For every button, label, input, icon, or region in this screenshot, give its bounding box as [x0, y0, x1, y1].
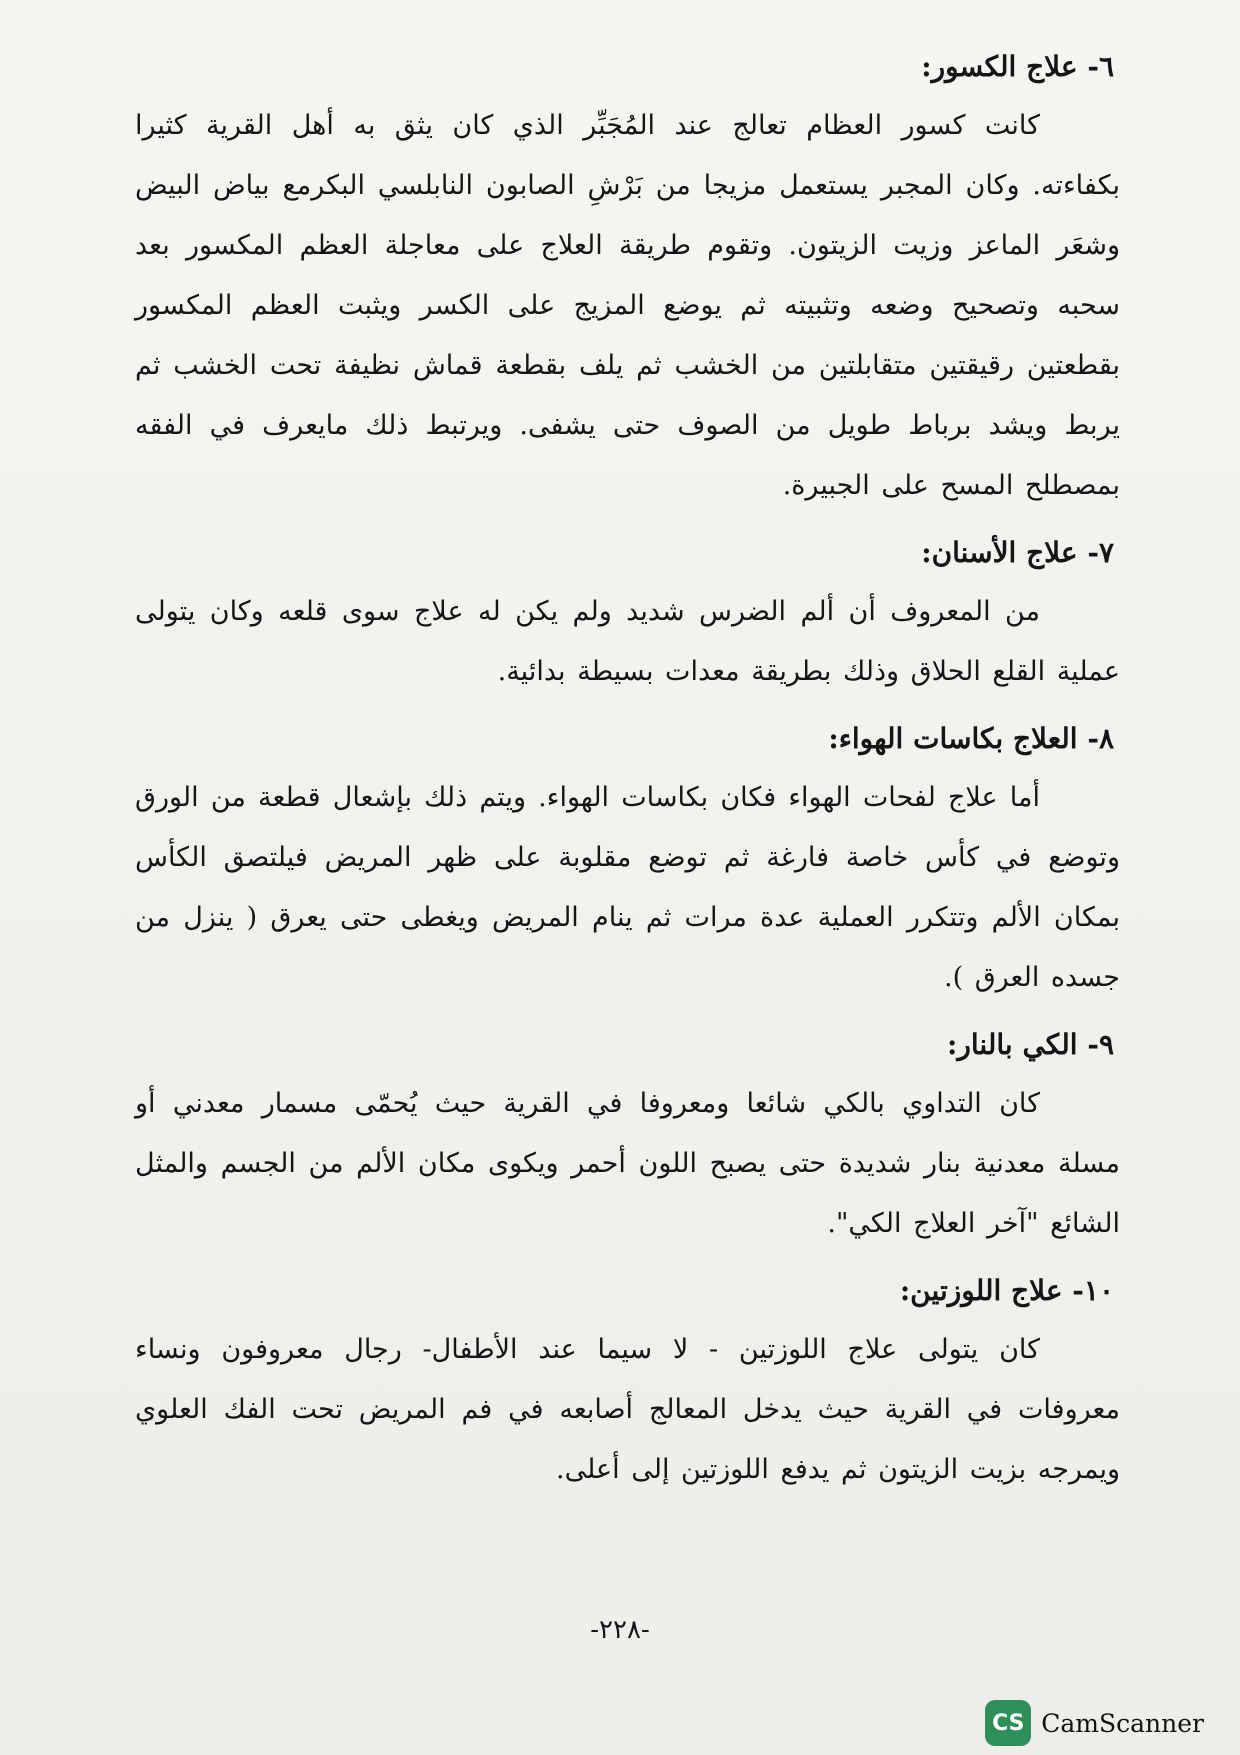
- section-paragraph-cautery: كان التداوي بالكي شائعا ومعروفا في القرية حيث يُحمّى مسمار معدني أو مسلة معدنية بنار شديدة حتى يصبح اللون أحمر ويكوى مكان الألم من الجسم والمثل الشائع "آخر العلاج الكي".: [135, 1088, 1120, 1239]
- section-heading-cautery: ٩- الكي بالنار:: [947, 1028, 1114, 1061]
- camscanner-logo-icon: CS: [985, 1700, 1031, 1746]
- section-heading-fractures: ٦- علاج الكسور:: [921, 50, 1114, 83]
- section-heading-cupping: ٨- العلاج بكاسات الهواء:: [828, 722, 1114, 755]
- camscanner-watermark: [985, 1698, 1204, 1748]
- section-heading-tonsils: ١٠- علاج اللوزتين:: [899, 1274, 1114, 1307]
- page-content: [135, 38, 1120, 1508]
- section-paragraph-tonsils: كان يتولى علاج اللوزتين - لا سيما عند الأطفال- رجال معروفون ونساء معروفات في القرية حيث يدخل المعالج أصابعه في فم المريض تحت الفك العلوي ويمرجه بزيت الزيتون ثم يدفع اللوزتين إلى أعلى.: [135, 1334, 1120, 1485]
- section-paragraph-teeth: من المعروف أن ألم الضرس شديد ولم يكن له علاج سوى قلعه وكان يتولى عملية القلع الحلاق وذلك بطريقة معدات بسيطة بدائية.: [135, 596, 1120, 687]
- section-paragraph-cupping: أما علاج لفحات الهواء فكان بكاسات الهواء. ويتم ذلك بإشعال قطعة من الورق وتوضع في كأس خاصة فارغة ثم توضع مقلوبة على ظهر المريض فيلتصق الكأس بمكان الألم وتتكرر العملية عدة مرات ثم ينام المريض ويغطى حتى يعرق ( ينزل من جسده العرق ).: [135, 782, 1120, 993]
- page-number: -٢٢٨-: [590, 1615, 650, 1645]
- section-paragraph-fractures: كانت كسور العظام تعالج عند المُجَبِّر الذي كان يثق به أهل القرية كثيرا بكفاءته. وكان المجبر يستعمل مزيجا من بَرْشِ الصابون النابلسي البكرمع بياض البيض وشعَر الماعز وزيت الزيتون. وتقوم طريقة العلاج على معاجلة العظم المكسور بعد سحبه وتصحيح وضعه وتثبيته ثم يوضع المزيج على الكسر ويثبت العظم المكسور بقطعتين رقيقتين متقابلتين من الخشب ثم يلف بقطعة قماش نظيفة تحت الخشب ثم يربط ويشد برباط طويل من الصوف حتى يشفى. ويرتبط ذلك مايعرف في الفقه بمصطلح المسح على الجبيرة.: [135, 110, 1120, 501]
- section-heading-teeth: ٧- علاج الأسنان:: [921, 536, 1114, 569]
- camscanner-brand-name: CamScanner: [1041, 1708, 1204, 1738]
